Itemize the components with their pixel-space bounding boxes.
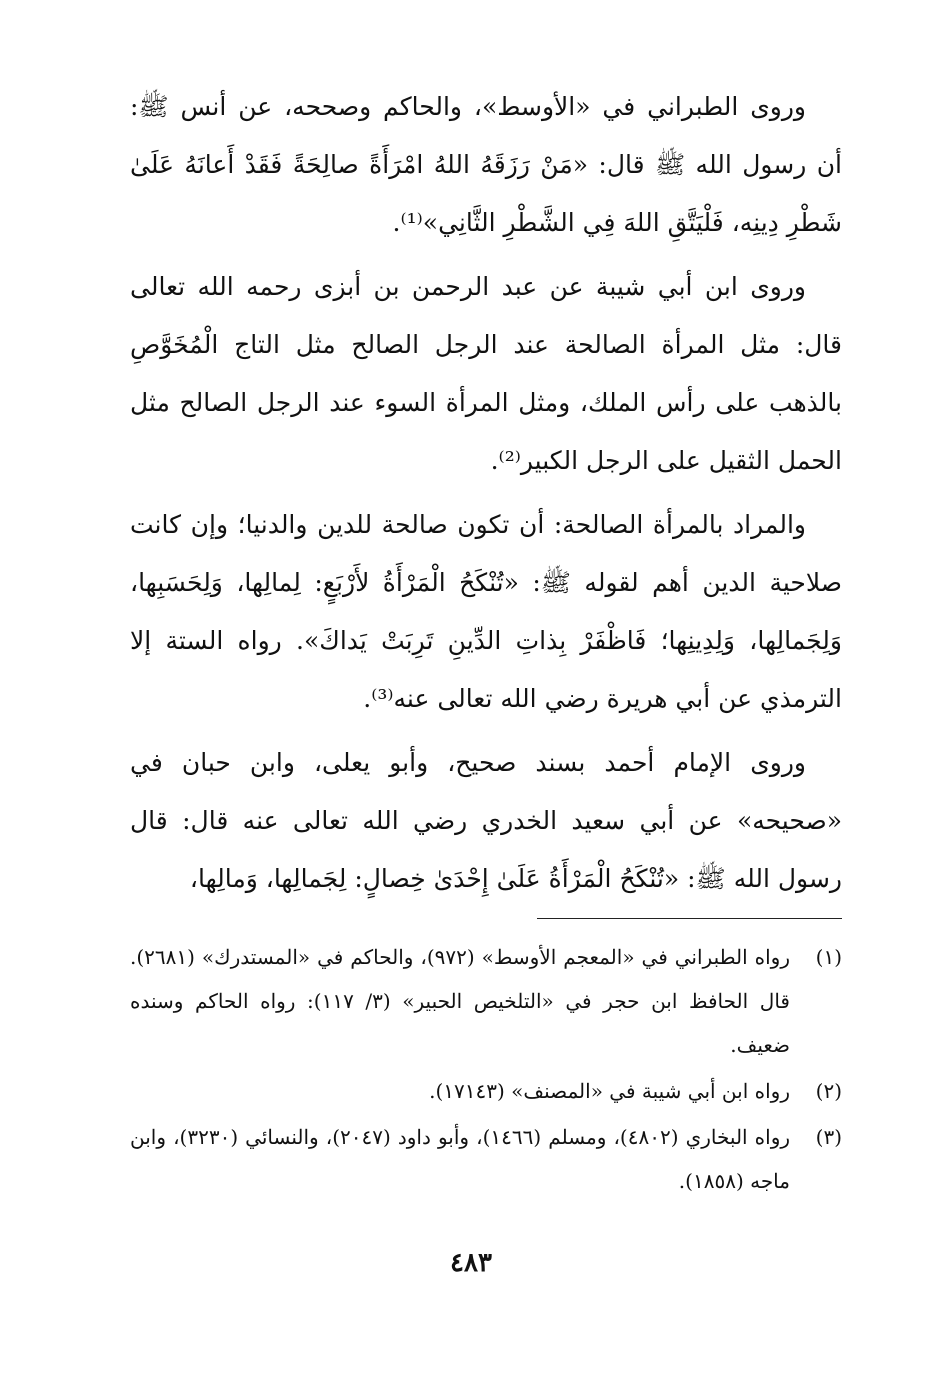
footnote-2 (130, 1069, 842, 1113)
paragraph-4: وروى الإمام أحمد بسند صحيح، وأبو يعلى، وابن حبان في «صحيحه» عن أبي سعيد الخدري رضي الله تعالى عنه قال: قال رسول الله ﷺ: «تُنْكَحُ الْمَرْأَةُ عَلَىٰ إِحْدَىٰ خِصالٍ: لِجَمالِها، وَمالِها، (130, 748, 842, 893)
footnote-text: رواه ابن أبي شيبة في «المصنف» (١٧١٤٣). (429, 1079, 790, 1103)
footnote-3 (130, 1115, 842, 1203)
footnote-number: (١) (815, 945, 842, 969)
footnote-text: رواه البخاري (٤٨٠٢)، ومسلم (١٤٦٦)، وأبو داود (٢٠٤٧)، والنسائي (٣٢٣٠)، وابن ماجه (١٨٥٨). (130, 1125, 791, 1193)
paragraph-1: وروى الطبراني في «الأوسط»، والحاكم وصححه، عن أنس ﷺ: أن رسول الله ﷺ قال: «مَنْ رَزَقَهُ اللهُ امْرَأَةً صالِحَةً فَقَدْ أَعانَهُ عَلَىٰ شَطْرِ دِينِه، فَلْيَتَّقِ اللهَ فِي الشَّطْرِ الثَّانِي»⁽¹⁾. (130, 92, 842, 237)
footnotes (130, 935, 842, 1205)
footnote-1 (130, 935, 842, 1067)
footnote-text: رواه الطبراني في «المعجم الأوسط» (٩٧٢)، والحاكم في «المستدرك» (٢٦٨١). قال الحافظ ابن حجر في «التلخيص الحبير» (٣/ ١١٧): رواه الحاكم وسنده ضعيف. (130, 945, 790, 1057)
main-text (130, 78, 842, 914)
footnote-number: (٣) (815, 1125, 842, 1149)
page-number: ٤٨٣ (450, 1248, 492, 1278)
paragraph-2: وروى ابن أبي شيبة عن عبد الرحمن بن أبزى رحمه الله تعالى قال: مثل المرأة الصالحة عند الرجل الصالح مثل التاج الْمُخَوَّصِ بالذهب على رأس الملك، ومثل المرأة السوء عند الرجل الصالح مثل الحمل الثقيل على الرجل الكبير⁽²⁾. (130, 272, 842, 475)
footnote-number: (٢) (815, 1079, 842, 1103)
footnote-separator (537, 918, 842, 919)
paragraph-3: والمراد بالمرأة الصالحة: أن تكون صالحة للدين والدنيا؛ وإن كانت صلاحية الدين أهم لقوله ﷺ: «تُنْكَحُ الْمَرْأَةُ لأَرْبَعٍ: لِمالِها، وَلِحَسَبِها، وَلِجَمالِها، وَلِدِينِها؛ فَاظْفَرْ بِذاتِ الدِّينِ تَرِبَتْ يَداكَ». رواه الستة إلا الترمذي عن أبي هريرة رضي الله تعالى عنه⁽³⁾. (130, 510, 842, 713)
